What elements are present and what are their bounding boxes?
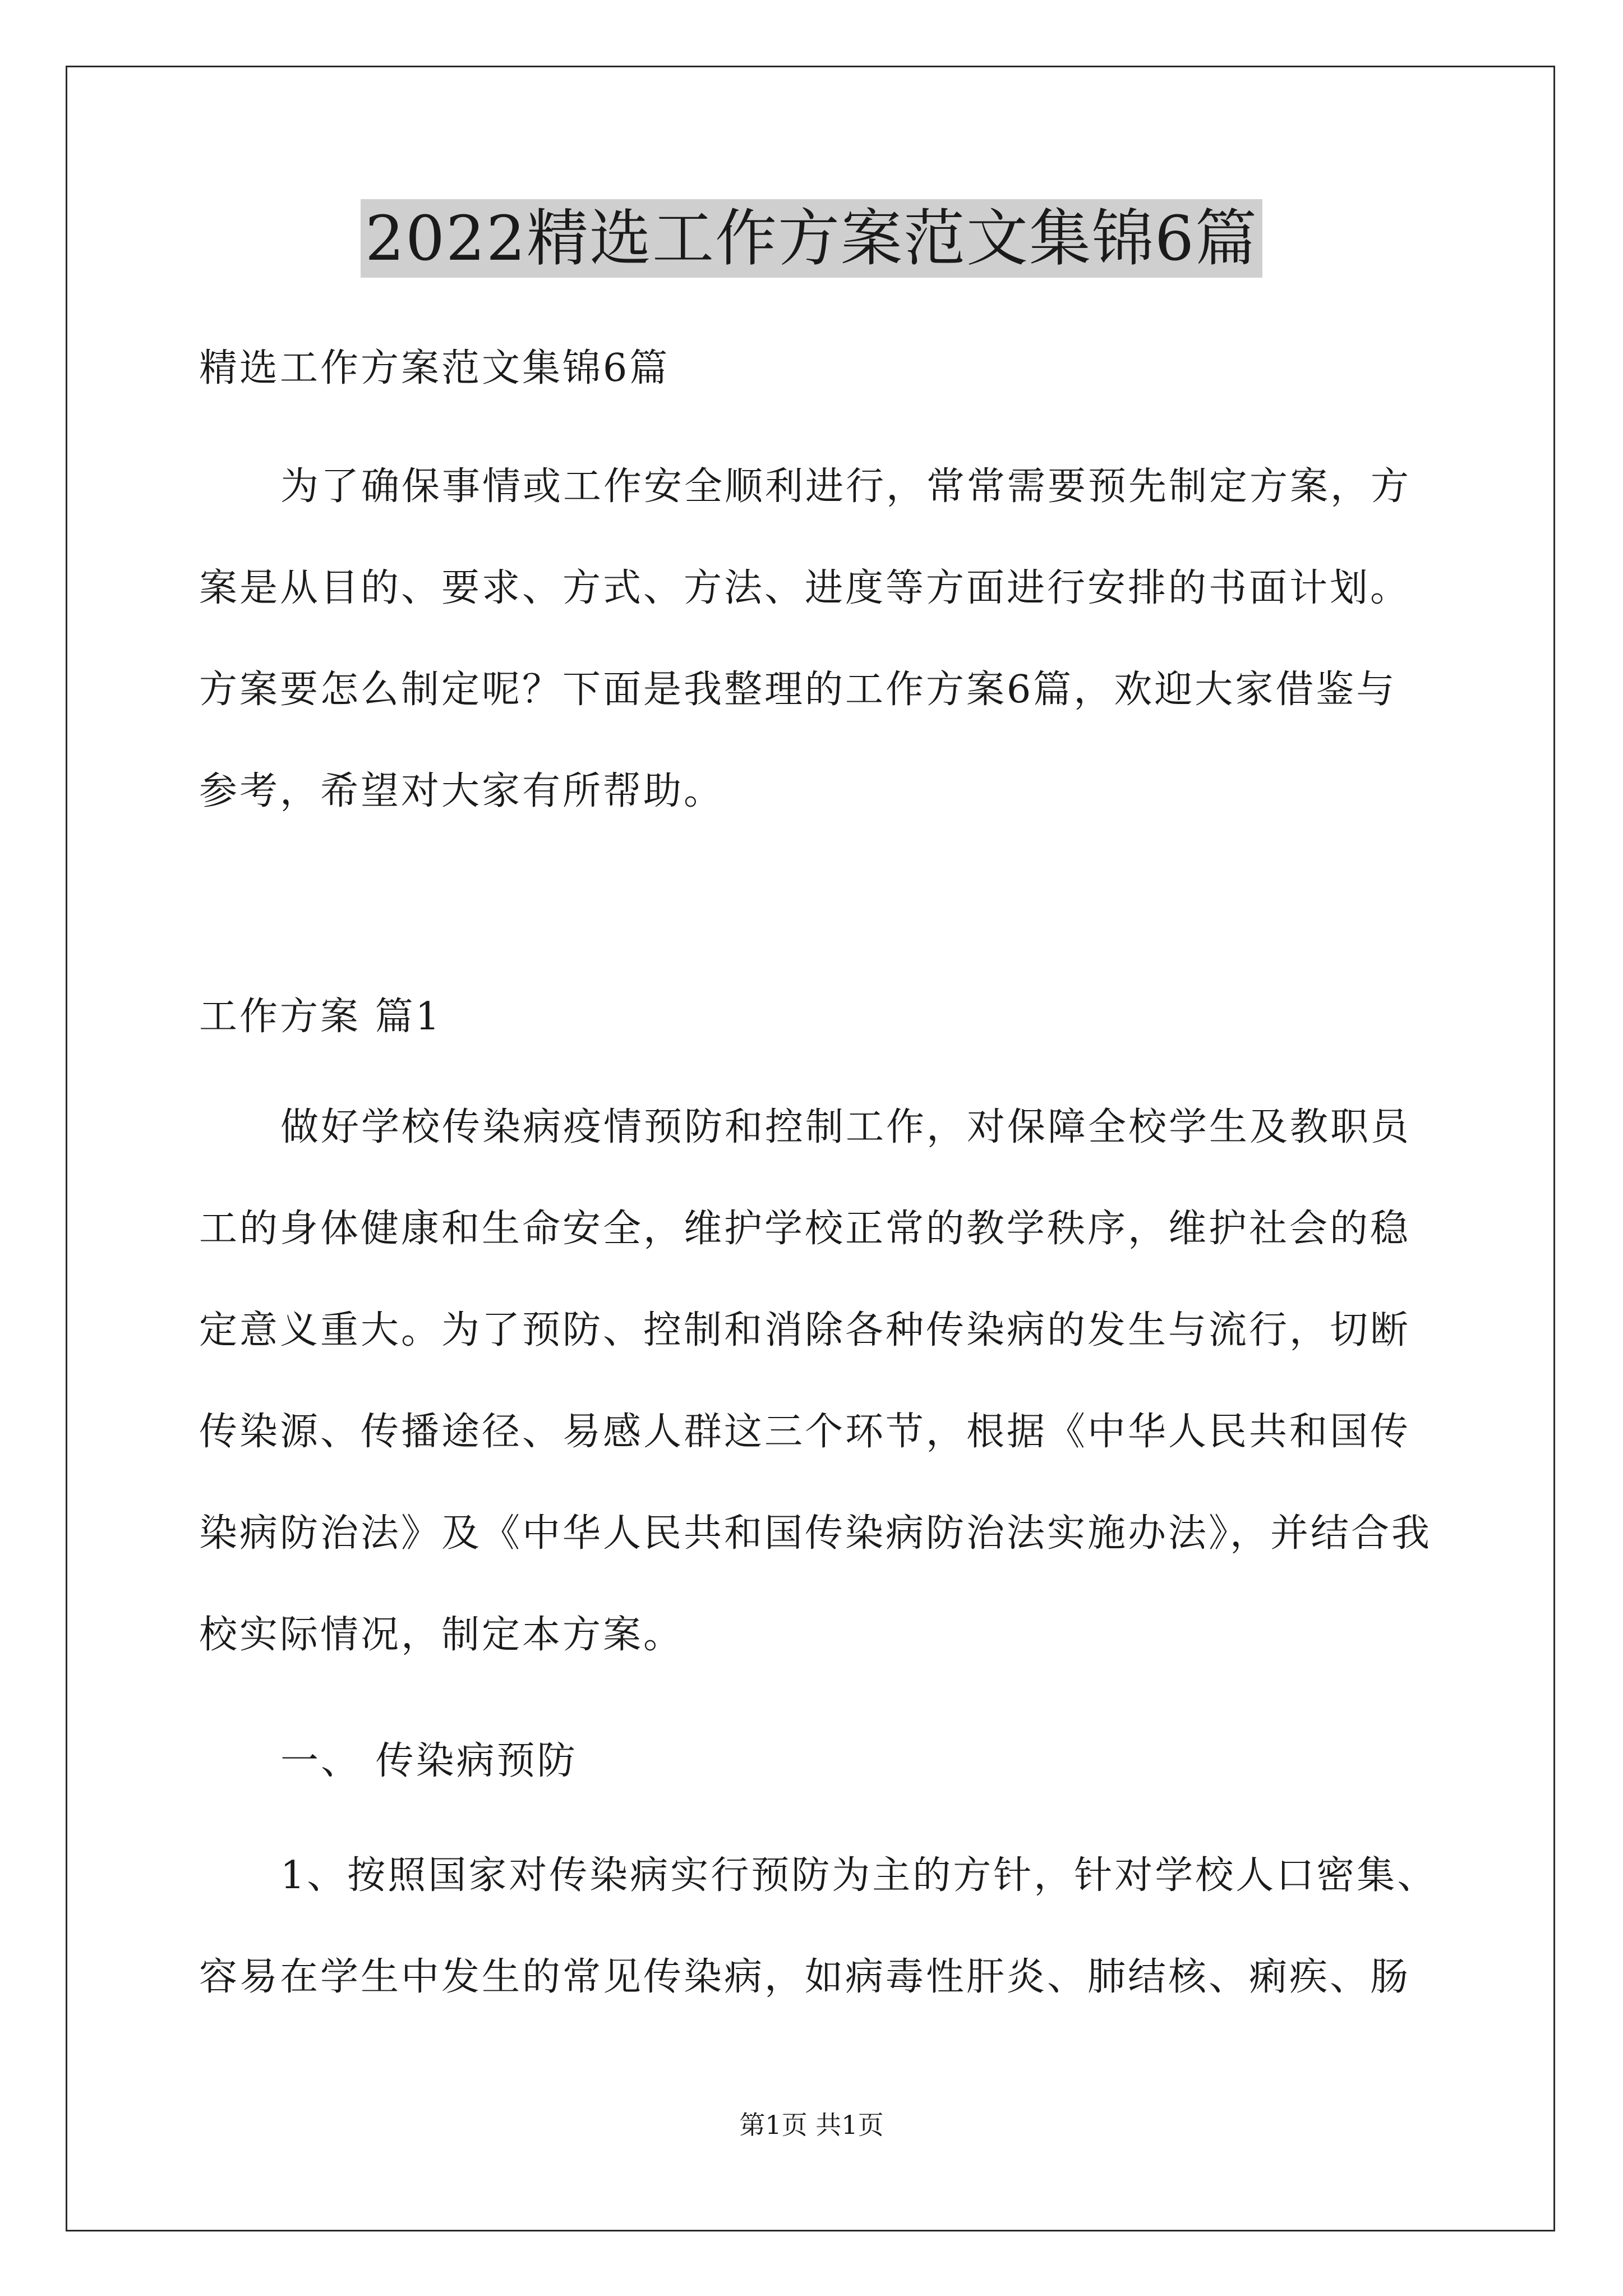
body-line-3: 定意义重大。为了预防、控制和消除各种传染病的发生与流行，切断 [199,1308,1411,1352]
intro-line-1: 为了确保事情或工作安全顺利进行，常常需要预先制定方案，方 [280,464,1412,509]
section-heading: 工作方案 篇1 [199,995,442,1039]
page-footer: 第1页 共1页 [739,2110,884,2140]
body-line-4: 传染源、传播途径、易感人群这三个环节，根据《中华人民共和国传 [199,1410,1411,1454]
point-line-1: 1、按照国家对传染病实行预防为主的方针，针对学校人口密集、 [280,1853,1438,1898]
document-title: 2022精选工作方案范文集锦6篇 [361,199,1262,278]
document-subtitle: 精选工作方案范文集锦6篇 [199,346,670,390]
intro-line-2: 案是从目的、要求、方式、方法、进度等方面进行安排的书面计划。 [199,566,1411,610]
title-container [0,199,1623,278]
body-line-1: 做好学校传染病疫情预防和控制工作，对保障全校学生及教职员 [280,1105,1412,1149]
body-line-2: 工的身体健康和生命安全，维护学校正常的教学秩序，维护社会的稳 [199,1207,1411,1251]
intro-line-4: 参考，希望对大家有所帮助。 [199,769,725,813]
intro-line-3: 方案要怎么制定呢？下面是我整理的工作方案6篇，欢迎大家借鉴与 [199,668,1397,712]
point-line-2: 容易在学生中发生的常见传染病，如病毒性肝炎、肺结核、痢疾、肠 [199,1955,1411,1999]
subheading: 一、 传染病预防 [280,1739,578,1783]
body-line-6: 校实际情况，制定本方案。 [199,1613,684,1657]
body-line-5: 染病防治法》及《中华人民共和国传染病防治法实施办法》，并结合我 [199,1511,1432,1556]
